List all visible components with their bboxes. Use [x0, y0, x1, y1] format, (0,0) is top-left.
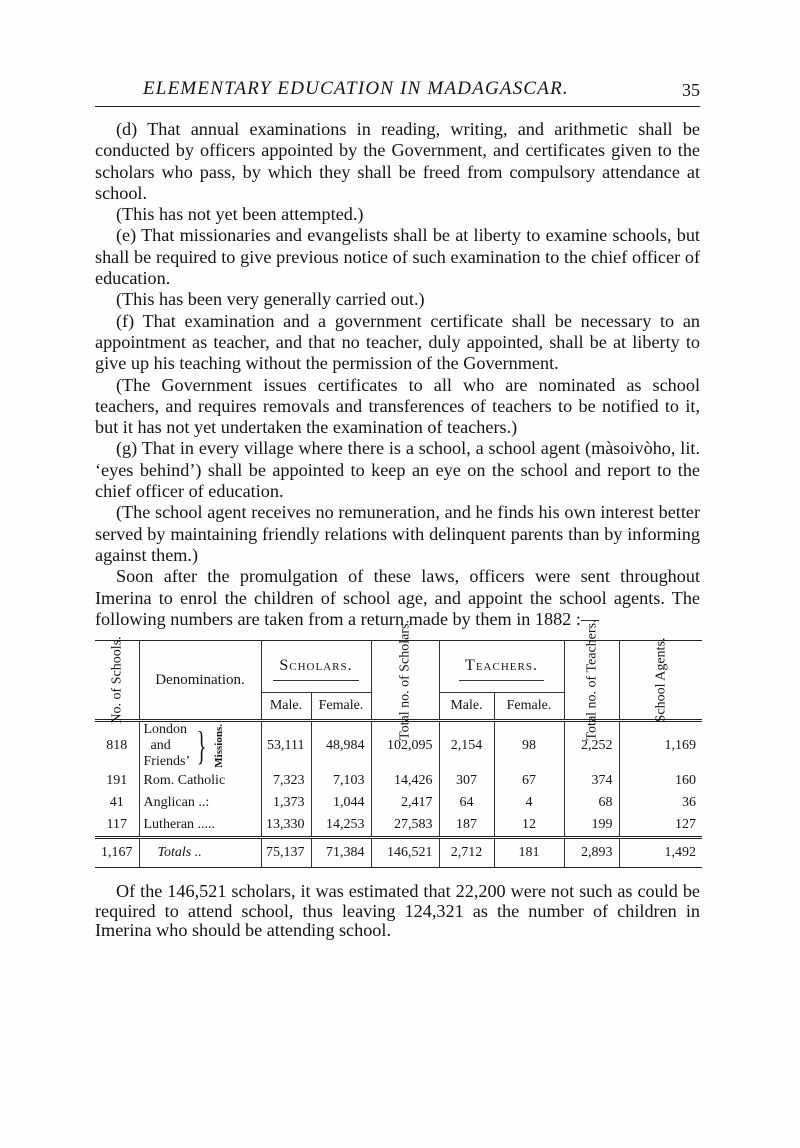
cell-male: 53,111	[261, 722, 311, 770]
header-teachers-female: Female.	[494, 692, 564, 720]
header-total-teachers: Total no. of Teachers.	[564, 641, 619, 721]
cell-total-teachers: 374	[564, 770, 619, 792]
total-teachers: 2,893	[564, 838, 619, 868]
statistics-table	[95, 619, 702, 868]
cell-teacher-female: 12	[494, 814, 564, 838]
cell-female: 48,984	[311, 722, 371, 770]
cell-teacher-female: 67	[494, 770, 564, 792]
cell-denomination: Anglican ..:	[139, 792, 261, 814]
cell-denomination: Rom. Catholic	[139, 770, 261, 792]
cell-agents: 1,169	[664, 738, 696, 754]
lf-names: London and Friends’	[143, 722, 191, 770]
total-scholars: 146,521	[371, 838, 439, 868]
cell-teacher-female: 4	[494, 792, 564, 814]
paragraph: (The Government issues certificates to all who are nominated as school teachers, and requires removals and transferences of teachers to be notified to it, but it has not yet undertaken the examination of teachers.)	[95, 374, 700, 438]
cell-schools: 117	[95, 814, 139, 838]
running-title: ELEMENTARY EDUCATION IN MADAGASCAR.	[143, 78, 569, 99]
header-scholars-female: Female.	[311, 692, 371, 720]
cell-teacher-male: 307	[439, 770, 494, 792]
cell-female: 14,253	[311, 814, 371, 838]
total-teacher-male: 2,712	[439, 838, 494, 868]
statistics-table-wrap	[95, 619, 700, 868]
table-row	[95, 814, 702, 838]
total-agents: 1,492	[619, 838, 702, 868]
cell-agents: 127	[675, 817, 696, 833]
cell-male: 13,330	[261, 814, 311, 838]
paragraph: (f) That examination and a government certificate shall be necessary to an appointment as teacher, and that no teacher, duly appointed, shall be at liberty to give up his teaching without the permission of the Government.	[95, 310, 700, 374]
header-scholars: Scholars.	[261, 641, 371, 693]
cell-denomination: Lutheran .....	[139, 814, 261, 838]
paragraph: (d) That annual examinations in reading, writing, and arithmetic shall be conducted by officers appointed by the Government, and certificates given to the scholars who pass, by which they shall be freed from compulsory attendance at school.	[95, 119, 700, 203]
cell-teacher-male: 2,154	[439, 722, 494, 770]
paragraph: (This has not yet been attempted.)	[116, 204, 364, 225]
cell-agents: 36	[682, 795, 696, 811]
total-female: 71,384	[311, 838, 371, 868]
page	[95, 74, 700, 941]
cell-teacher-female: 98	[494, 722, 564, 770]
paragraph: (The school agent receives no remuneration, and he finds his own interest better served by maintaining friendly relations with delinquent parents than by informing against them.)	[95, 502, 700, 565]
running-head	[95, 74, 700, 107]
total-teacher-female: 181	[494, 838, 564, 868]
header-scholars-male: Male.	[261, 692, 311, 720]
header-denomination: Denomination.	[139, 641, 261, 721]
cell-agents: 160	[675, 773, 696, 789]
cell-total-scholars: 27,583	[371, 814, 439, 838]
cell-female: 1,044	[311, 792, 371, 814]
cell-male: 1,373	[261, 792, 311, 814]
header-teachers: Teachers.	[439, 641, 564, 693]
brace-glyph: }	[196, 723, 207, 769]
header-no-of-schools: No. of Schools.	[95, 641, 139, 721]
paragraph: Soon after the promulgation of these laws, officers were sent throughout Imerina to enrol the children of school age, and appoint the school agents. The following numbers are taken from a return made by them in 1882 :—	[95, 566, 700, 629]
cell-schools: 41	[95, 792, 139, 814]
total-male: 75,137	[261, 838, 311, 868]
paragraph: (This has been very generally carried out.)	[116, 289, 425, 310]
table-row	[95, 792, 702, 814]
cell-male: 7,323	[261, 770, 311, 792]
cell-total-scholars: 2,417	[371, 792, 439, 814]
cell-total-teachers: 68	[564, 792, 619, 814]
totals-label: Totals ..	[139, 838, 261, 868]
cell-denomination	[139, 722, 261, 770]
footer-paragraph: Of the 146,521 scholars, it was estimated that 22,200 were not such as could be required to attend school, thus leaving 124,321 as the number of children in Imerina who should be attending school.	[95, 881, 700, 941]
footer-text	[95, 882, 700, 941]
cell-total-scholars: 102,095	[371, 722, 439, 770]
cell-schools: 818	[95, 722, 139, 770]
table-row	[95, 770, 702, 792]
cell-schools: 191	[95, 770, 139, 792]
paragraph: (g) That in every village where there is a school, a school agent (màsoivòho, lit. ‘eyes behind’) shall be appointed to keep an eye on the school and report to the chief officer of education.	[95, 438, 700, 502]
header-school-agents: School Agents.	[619, 641, 702, 721]
cell-total-teachers: 199	[564, 814, 619, 838]
missions-label: Missions.	[213, 724, 226, 768]
body-text	[95, 119, 700, 630]
cell-teacher-male: 64	[439, 792, 494, 814]
header-total-scholars: Total no. of Scholars.	[371, 641, 439, 721]
cell-total-scholars: 14,426	[371, 770, 439, 792]
cell-female: 7,103	[311, 770, 371, 792]
paragraph: (e) That missionaries and evangelists shall be at liberty to examine schools, but shall be required to give previous notice of such examination to the chief officer of education.	[95, 225, 700, 289]
page-number: 35	[682, 80, 700, 100]
cell-teacher-male: 187	[439, 814, 494, 838]
header-teachers-male: Male.	[439, 692, 494, 720]
cell-total-teachers: 2,252	[564, 722, 619, 770]
totals-row	[95, 838, 702, 868]
total-schools: 1,167	[95, 838, 139, 868]
